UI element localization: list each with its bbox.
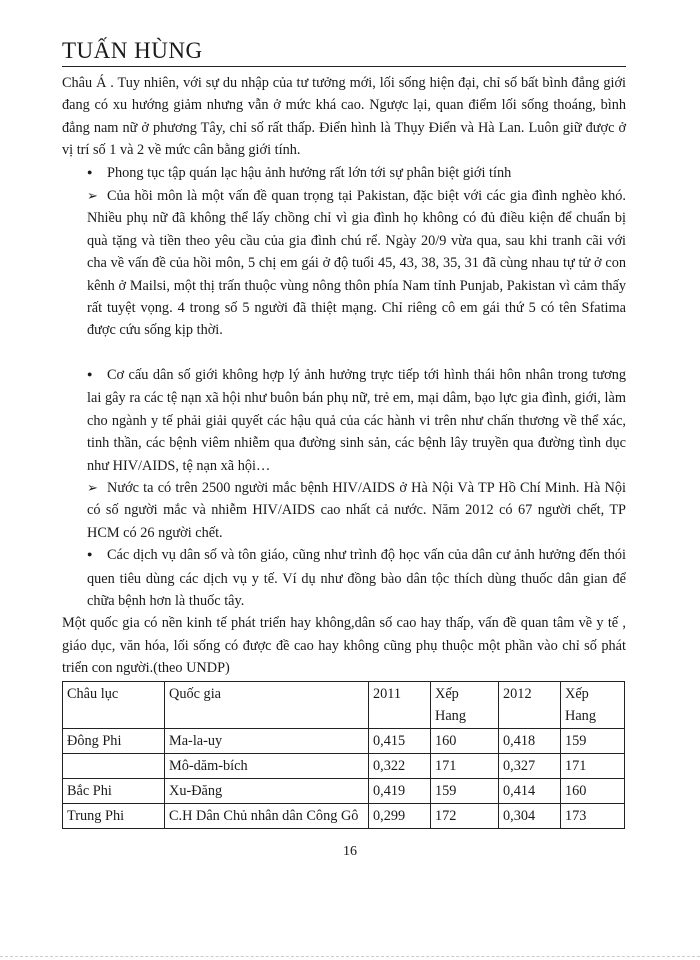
document-body bbox=[62, 72, 626, 680]
table-row bbox=[63, 729, 625, 754]
arrow-text: Của hồi môn là một vấn đề quan trọng tại Pakistan, đặc biệt với các gia đình nghèo khó. Nhiều phụ nữ đã không thể lấy chồng chỉ vì gia đình họ không có đủ điều kiện để chuẩn bị quà tặng và tiền theo yêu cầu của gia đình chú rể. Ngày 20/9 vừa qua, sau khi tranh cãi với cha về vấn đề của hồi môn, 5 chị em gái ở độ tuổi 45, 43, 38, 35, 31 đã cùng nhau tự tử ở con kênh ở Mailsi, một thị trấn thuộc vùng nông thôn phía Nam tỉnh Punjab, Pakistan vì cảm thấy rất tuyệt vọng. 4 trong số 5 người đã thiệt mạng. Chỉ riêng cô em gái thứ 5 có tên Sfatima được cứu sống kịp thời. bbox=[87, 188, 626, 339]
arrow-item bbox=[62, 477, 626, 544]
table-cell: 159 bbox=[561, 729, 625, 754]
table-cell: 173 bbox=[561, 804, 625, 829]
table-header-cell: Xếp Hang bbox=[561, 682, 625, 729]
table-cell: 0,415 bbox=[369, 729, 431, 754]
bullet-item bbox=[62, 162, 626, 185]
bullet-dot-icon bbox=[87, 544, 107, 567]
table-cell: Mô-dăm-bích bbox=[165, 754, 369, 779]
table-cell: 171 bbox=[431, 754, 499, 779]
table-cell: Xu-Đăng bbox=[165, 779, 369, 804]
arrow-item bbox=[62, 185, 626, 342]
table-cell: 172 bbox=[431, 804, 499, 829]
table-cell: 0,299 bbox=[369, 804, 431, 829]
table-cell: 160 bbox=[431, 729, 499, 754]
table-cell: 159 bbox=[431, 779, 499, 804]
table-header-cell: Châu lục bbox=[63, 682, 165, 729]
table-cell: C.H Dân Chủ nhân dân Công Gô bbox=[165, 804, 369, 829]
table-cell: 160 bbox=[561, 779, 625, 804]
bullet-text: Phong tục tập quán lạc hậu ảnh hưởng rất lớn tới sự phân biệt giới tính bbox=[107, 164, 512, 181]
table-cell bbox=[63, 754, 165, 779]
table-cell: Đông Phi bbox=[63, 729, 165, 754]
bullet-item bbox=[62, 364, 626, 477]
table-row bbox=[63, 779, 625, 804]
bullet-text: Cơ cấu dân số giới không hợp lý ảnh hưởng trực tiếp tới hình thái hôn nhân trong tương lai gây ra các tệ nạn xã hội như buôn bán phụ nữ, trẻ em, mại dâm, bạo lực gia đình, giới, làm cho ngành y tế phải giải quyết các hậu quả của các hành vi trên như chấn thương về thể xác, tinh thần, các bệnh viêm nhiễm qua đường sinh sản, các bệnh lây truyền qua đường tình dục như HIV/AIDS, tệ nạn xã hội… bbox=[87, 366, 626, 474]
bullet-dot-icon bbox=[87, 364, 107, 387]
table-cell: 0,322 bbox=[369, 754, 431, 779]
table-header-cell: Quốc gia bbox=[165, 682, 369, 729]
table-row bbox=[63, 754, 625, 779]
table-cell: 0,419 bbox=[369, 779, 431, 804]
bullet-text: Các dịch vụ dân số và tôn giáo, cũng như trình độ học vấn của dân cư ảnh hưởng đến thói quen tiêu dùng các dịch vụ y tế. Ví dụ như đồng bào dân tộc thích dùng thuốc dân gian để chữa bệnh hơn là thuốc tây. bbox=[87, 547, 626, 609]
header-divider bbox=[62, 66, 626, 67]
bullet-item bbox=[62, 544, 626, 612]
table-cell: 0,304 bbox=[499, 804, 561, 829]
table-header-cell: Xếp Hang bbox=[431, 682, 499, 729]
table-cell: Bắc Phi bbox=[63, 779, 165, 804]
header-title: TUẤN HÙNG bbox=[62, 38, 203, 63]
table-cell: 0,414 bbox=[499, 779, 561, 804]
paragraph: Một quốc gia có nền kinh tế phát triển hay không,dân số cao hay thấp, vấn đề quan tâm về y tế , giáo dục, văn hóa, lối sống có được đề cao hay không cũng phụ thuộc một phần vào chỉ số phát triển con người.(theo UNDP) bbox=[62, 615, 626, 677]
table-header-cell: 2011 bbox=[369, 682, 431, 729]
paragraph: Châu Á . Tuy nhiên, với sự du nhập của tư tưởng mới, lối sống hiện đại, chỉ số bất bình đẳng giới đang có xu hướng giảm nhưng vẫn ở mức khá cao. Ngược lại, quan điểm lối sống thoáng, bình đẳng nam nữ ở phương Tây, chỉ số rất thấp. Điển hình là Thụy Điển và Hà Lan. Luôn giữ được ở vị trí số 1 và 2 về mức cân bằng giới tính. bbox=[62, 75, 626, 159]
blank-line bbox=[62, 342, 626, 364]
arrow-text: Nước ta có trên 2500 người mắc bệnh HIV/AIDS ở Hà Nội Và TP Hồ Chí Minh. Hà Nội có số người mắc và nhiễm HIV/AIDS cao nhất cả nước. Năm 2012 có 67 người chết, TP HCM có 26 người chết. bbox=[87, 479, 626, 541]
table-cell: Trung Phi bbox=[63, 804, 165, 829]
page-number: 16 bbox=[343, 844, 357, 859]
table-cell: 0,327 bbox=[499, 754, 561, 779]
table-cell: Ma-la-uy bbox=[165, 729, 369, 754]
page-edge-divider bbox=[0, 956, 700, 957]
table-cell: 171 bbox=[561, 754, 625, 779]
table-header-row bbox=[63, 682, 625, 729]
arrow-bullet-icon bbox=[87, 477, 107, 499]
hdi-table bbox=[62, 681, 625, 829]
table-header-cell: 2012 bbox=[499, 682, 561, 729]
table-cell: 0,418 bbox=[499, 729, 561, 754]
arrow-bullet-icon bbox=[87, 185, 107, 207]
table-row bbox=[63, 804, 625, 829]
bullet-dot-icon bbox=[87, 162, 107, 185]
